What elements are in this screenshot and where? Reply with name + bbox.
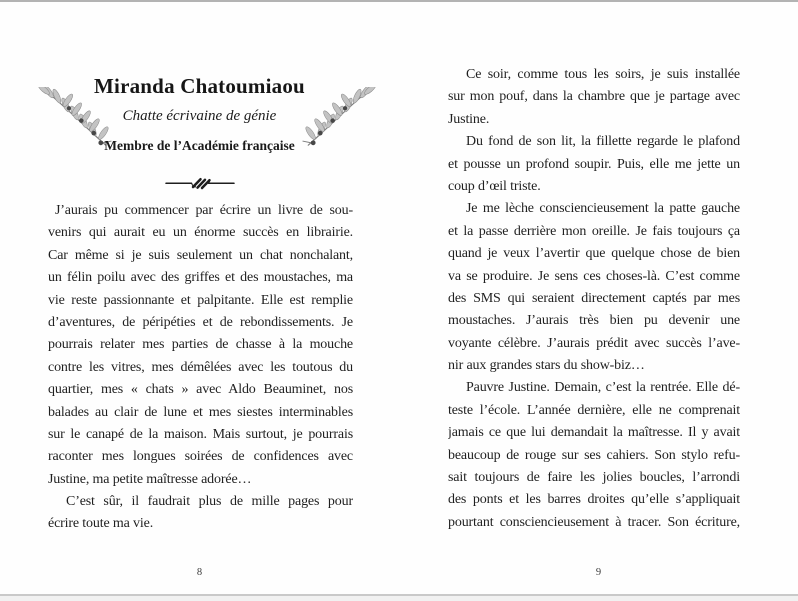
- text-line: sait toujours de faire les jolies boucles, l’arrondi: [448, 470, 740, 486]
- text-line: pourrais relater mes parties de chasse à la mouche: [48, 337, 353, 353]
- text-line: Pauvre Justine. Demain, c’est la rentrée. Elle dé-: [466, 380, 740, 396]
- text-line: raconter mes longues soirées de confidences avec: [48, 449, 353, 465]
- text-line: Je me lèche consciencieusement la patte gauche: [466, 201, 740, 217]
- text-line: Justine, ma petite maîtresse adorée…: [48, 471, 252, 487]
- text-line: quartier, mes « chats » avec Aldo Beauminet, nos: [48, 382, 353, 398]
- text-line: J’aurais pu commencer par écrire un livre de sou-: [55, 203, 353, 218]
- text-line: Car même si je suis seulement un chat nonchalant,: [48, 247, 353, 263]
- author-role: Chatte écrivaine de génie: [122, 108, 277, 124]
- text-line: pourtant consciencieusement à tracer. Son écriture,: [448, 514, 740, 530]
- text-line: et la passe derrière mon oreille. Je fais toujours ça: [448, 223, 740, 239]
- bottom-margin-strip: [0, 596, 798, 601]
- text-line: et pousse un profond soupir. Puis, elle me jette un: [448, 156, 740, 172]
- text-line: vie reste passionnante et palpitante. Elle est remplie: [48, 292, 353, 308]
- text-line: contre les vitres, mes démêlées avec les toutous du: [48, 359, 353, 375]
- text-line: moustaches. J’aurais très bien pu devenir une: [448, 313, 740, 329]
- text-line: sur le canapé de la maison. Mais surtout, je pourrais: [48, 426, 353, 442]
- text-line: sur mon pouf, dans la chambre que je partage avec: [448, 89, 740, 105]
- text-line: écrire toute ma vie.: [48, 516, 154, 532]
- text-line: coup d’œil triste.: [448, 178, 541, 194]
- text-line: un félin poilu avec des griffes et des moustaches, ma: [48, 270, 353, 286]
- text-line: nir aux grandes stars du show-biz…: [448, 358, 645, 374]
- rope-twist-divider-icon: [164, 176, 236, 190]
- text-line: venirs qui aurait eu un énorme succès en librairie.: [48, 225, 353, 241]
- page-number-left: 8: [196, 567, 203, 578]
- text-line: jamais ce que lui demandait la maîtresse. Il y avait: [448, 425, 740, 441]
- text-line: balades au clair de lune et mes siestes interminables: [48, 404, 353, 420]
- text-line: quand je veux l’avertir que quelque chose de bien: [448, 246, 740, 262]
- text-line: Ce soir, comme tous les soirs, je suis installée: [466, 67, 740, 82]
- text-line: Justine.: [448, 111, 490, 127]
- text-line: va se produire. Je sens ces choses-là. C’est comme: [448, 268, 740, 284]
- author-name: Miranda Chatoumiaou: [94, 74, 305, 98]
- text-line: des ponts et les barres droites qu’elle s’appliquait: [448, 492, 740, 508]
- text-line: beaucoup de rouge sur ses cahiers. Son stylo refu-: [448, 447, 740, 463]
- text-line: des SMS qui seraient directement captés par mes: [448, 290, 740, 306]
- right-page: [399, 0, 798, 601]
- text-line: voyante célèbre. J’aurais prédit avec succès l’ave-: [448, 335, 740, 351]
- right-page-body: [448, 64, 740, 534]
- author-membership: Membre de l’Académie française: [104, 138, 295, 153]
- text-line: d’aventures, de péripéties et de rebondissements. Je: [48, 314, 353, 330]
- text-line: Du fond de son lit, la fillette regarde le plafond: [466, 134, 740, 150]
- left-page-body: [48, 200, 353, 536]
- text-line: C’est sûr, il faudrait plus de mille pages pour: [66, 494, 353, 510]
- text-line: teste l’école. L’année dernière, elle ne comprenait: [448, 402, 740, 418]
- page-number-right: 9: [595, 567, 602, 578]
